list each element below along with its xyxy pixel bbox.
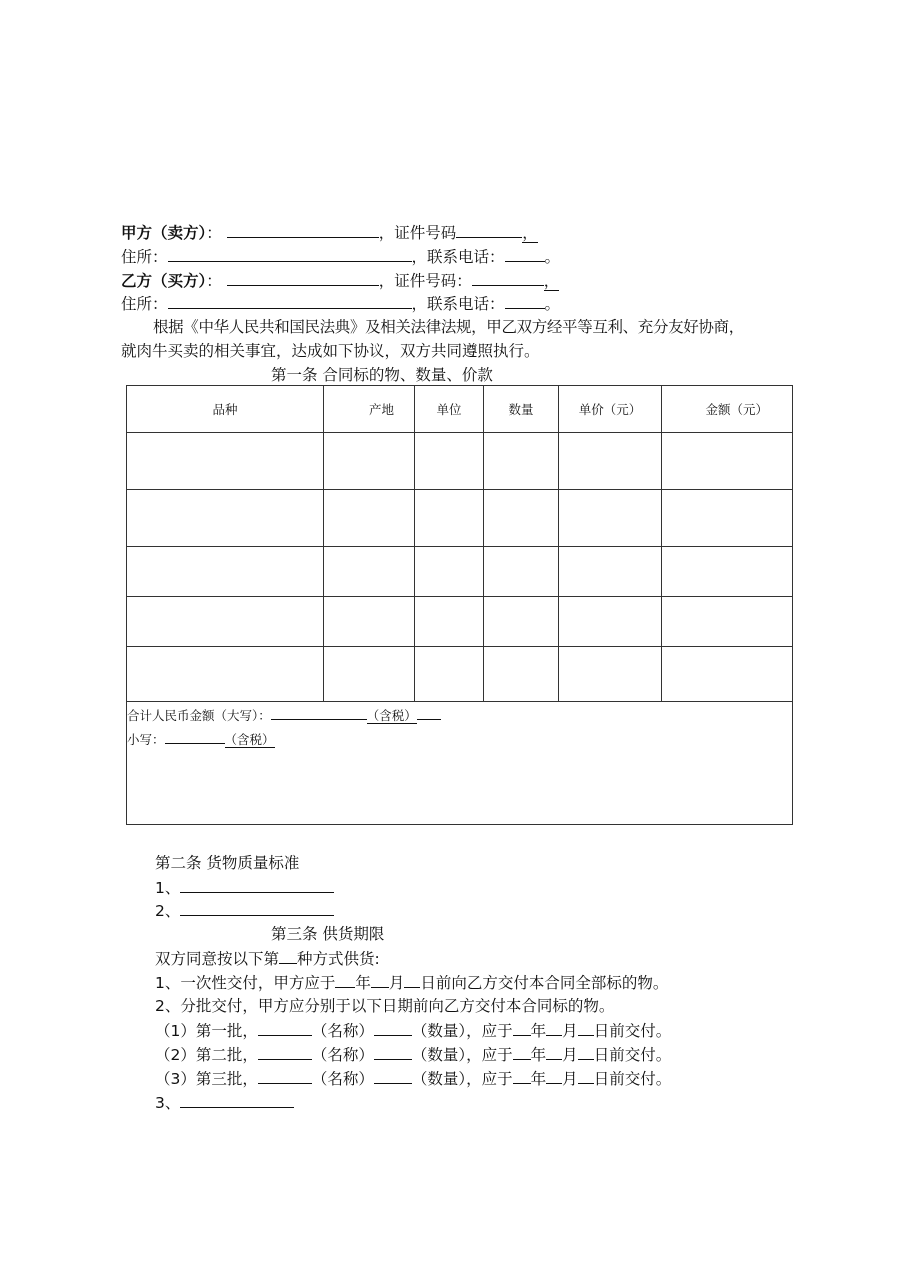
party-a-address-field[interactable] [168, 246, 412, 262]
total-lower-field[interactable] [165, 731, 225, 744]
party-b-end: 。 [544, 295, 561, 313]
batch-2-year-field[interactable] [513, 1044, 531, 1060]
cell-unit-price[interactable] [559, 597, 662, 647]
batch-line-3 [155, 1068, 671, 1089]
article-3-item-3 [155, 1092, 294, 1113]
batch-line-2 [155, 1044, 671, 1065]
article-3-item-3-label: 3、 [155, 1094, 181, 1112]
article-2-item-2 [155, 900, 334, 921]
party-a-address-line [121, 246, 560, 267]
article-3-title: 第三条 供货期限 [271, 925, 385, 943]
cell-amount[interactable] [662, 647, 793, 702]
party-a-id-label: ，证件号码 [378, 224, 457, 242]
batch-1-month: 月 [562, 1022, 578, 1040]
cell-variety[interactable] [127, 647, 324, 702]
party-b-colon: ： [206, 272, 222, 290]
goods-table-header [127, 386, 793, 433]
batch-2-name-field[interactable] [258, 1044, 312, 1060]
batch-1-year: 年 [530, 1022, 547, 1040]
party-a-phone-field[interactable] [505, 246, 545, 262]
party-a-id-field[interactable] [456, 222, 522, 238]
total-row [127, 702, 793, 825]
batch-3-year-field[interactable] [513, 1068, 531, 1084]
goods-table [126, 385, 793, 825]
batch-3-name-label: （名称） [311, 1070, 374, 1088]
article-2-item-1-field[interactable] [180, 877, 334, 893]
total-upper-tail [417, 707, 441, 720]
cell-quantity[interactable] [484, 490, 559, 547]
batch-2-prefix: （2）第二批， [155, 1046, 258, 1064]
batch-2-day-field[interactable] [578, 1044, 594, 1060]
party-a-line [121, 222, 538, 243]
article-2-item-1 [155, 877, 334, 898]
batch-2-qty-field[interactable] [374, 1044, 412, 1060]
party-a-id-tail: ， [522, 224, 538, 242]
cell-unit[interactable] [415, 647, 484, 702]
party-b-phone-field[interactable] [505, 293, 545, 309]
party-a-label: 甲方（卖方） [121, 224, 207, 242]
cell-variety[interactable] [127, 490, 324, 547]
cell-origin[interactable] [324, 597, 415, 647]
batch-1-month-field[interactable] [546, 1020, 562, 1036]
option-1-month: 月 [388, 974, 405, 992]
cell-quantity[interactable] [484, 597, 559, 647]
batch-1-day-field[interactable] [578, 1020, 594, 1036]
cell-quantity[interactable] [484, 547, 559, 597]
batch-1-prefix: （1）第一批， [155, 1022, 258, 1040]
party-a-end: 。 [544, 248, 561, 266]
batch-2-end: 日前交付。 [593, 1046, 672, 1064]
batch-2-name-label: （名称） [311, 1046, 374, 1064]
batch-1-end: 日前交付。 [593, 1022, 672, 1040]
cell-unit-price[interactable] [559, 647, 662, 702]
batch-2-qty-label: （数量），应于 [411, 1046, 513, 1064]
cell-variety[interactable] [127, 597, 324, 647]
table-row [127, 490, 793, 547]
party-b-name-field[interactable] [227, 270, 379, 286]
article-3-intro-a: 双方同意按以下第 [155, 950, 280, 968]
table-row [127, 647, 793, 702]
option-1-day-field[interactable] [404, 972, 420, 988]
header-quantity: 数量 [484, 386, 559, 433]
total-lower-label: 小写： [127, 732, 165, 747]
party-b-label: 乙方（买方） [121, 272, 207, 290]
cell-unit-price[interactable] [559, 490, 662, 547]
batch-1-year-field[interactable] [513, 1020, 531, 1036]
party-a-address-label: 住所： [121, 248, 168, 266]
cell-variety[interactable] [127, 433, 324, 490]
batch-3-name-field[interactable] [258, 1068, 312, 1084]
cell-quantity[interactable] [484, 433, 559, 490]
option-1-year: 年 [355, 974, 371, 992]
option-1-text-a: 1、一次性交付，甲方应于 [155, 974, 336, 992]
total-lower-suffix: （含税） [224, 732, 275, 747]
header-amount: 金额（元） [662, 386, 793, 433]
option-1-year-field[interactable] [335, 972, 355, 988]
batch-3-year: 年 [530, 1070, 547, 1088]
cell-origin[interactable] [324, 433, 415, 490]
party-b-id-label: ，证件号码： [378, 272, 472, 290]
cell-amount[interactable] [662, 433, 793, 490]
party-b-id-field[interactable] [472, 270, 544, 286]
header-origin: 产地 [324, 386, 415, 433]
cell-origin[interactable] [324, 547, 415, 597]
article-2-item-1-label: 1、 [155, 879, 181, 897]
article-3-intro [155, 948, 380, 969]
preamble-line-2: 就肉牛买卖的相关事宜，达成如下协议，双方共同遵照执行。 [121, 342, 540, 360]
party-b-line [121, 270, 559, 291]
cell-unit[interactable] [415, 433, 484, 490]
article-3-option-1 [155, 972, 668, 993]
total-cell [127, 702, 793, 825]
party-a-name-field[interactable] [227, 222, 379, 238]
cell-origin[interactable] [324, 647, 415, 702]
article-2-item-2-label: 2、 [155, 902, 181, 920]
option-1-text-b: 日前向乙方交付本合同全部标的物。 [420, 974, 669, 992]
cell-variety[interactable] [127, 547, 324, 597]
cell-unit[interactable] [415, 547, 484, 597]
total-lower-line [127, 730, 275, 748]
batch-1-qty-field[interactable] [374, 1020, 412, 1036]
article-1-title: 第一条 合同标的物、数量、价款 [271, 366, 493, 384]
batch-1-qty-label: （数量），应于 [411, 1022, 513, 1040]
batch-2-month: 月 [562, 1046, 578, 1064]
batch-3-month: 月 [562, 1070, 578, 1088]
party-b-address-line [121, 293, 560, 314]
party-b-phone-label: ，联系电话： [411, 295, 505, 313]
party-b-address-label: 住所： [121, 295, 168, 313]
cell-unit[interactable] [415, 490, 484, 547]
cell-origin[interactable] [324, 490, 415, 547]
total-upper-label: 合计人民币金额（大写）： [127, 708, 271, 723]
table-row [127, 547, 793, 597]
preamble-line-1: 根据《中华人民共和国民法典》及相关法律法规，甲乙双方经平等互利、充分友好协商， [153, 318, 744, 336]
header-variety: 品种 [127, 386, 324, 433]
batch-3-qty-field[interactable] [374, 1068, 412, 1084]
cell-amount[interactable] [662, 597, 793, 647]
party-b-id-tail: ， [543, 272, 560, 290]
total-upper-line [127, 706, 441, 724]
cell-unit-price[interactable] [559, 547, 662, 597]
batch-2-year: 年 [530, 1046, 547, 1064]
party-b-address-field[interactable] [168, 293, 412, 309]
batch-1-name-label: （名称） [311, 1022, 374, 1040]
header-unit-price: 单价（元） [559, 386, 662, 433]
batch-3-qty-label: （数量），应于 [411, 1070, 513, 1088]
article-2-title: 第二条 货物质量标准 [155, 854, 300, 872]
header-unit: 单位 [415, 386, 484, 433]
batch-3-end: 日前交付。 [593, 1070, 672, 1088]
batch-3-month-field[interactable] [546, 1068, 562, 1084]
table-row [127, 433, 793, 490]
party-a-colon: ： [206, 224, 222, 242]
article-3-item-3-field[interactable] [180, 1092, 294, 1108]
batch-3-prefix: （3）第三批， [155, 1070, 258, 1088]
batch-line-1 [155, 1020, 671, 1041]
cell-amount[interactable] [662, 490, 793, 547]
supply-method-field[interactable] [279, 948, 297, 964]
article-2-item-2-field[interactable] [180, 900, 334, 916]
cell-amount[interactable] [662, 547, 793, 597]
batch-3-day-field[interactable] [578, 1068, 594, 1084]
article-3-option-2: 2、分批交付，甲方应分别于以下日期前向乙方交付本合同标的物。 [155, 997, 615, 1015]
option-1-month-field[interactable] [371, 972, 389, 988]
total-upper-suffix: （含税） [366, 708, 417, 723]
batch-1-name-field[interactable] [258, 1020, 312, 1036]
table-row [127, 597, 793, 647]
cell-unit[interactable] [415, 597, 484, 647]
article-3-intro-b: 种方式供货: [297, 950, 380, 968]
cell-quantity[interactable] [484, 647, 559, 702]
total-upper-field[interactable] [271, 707, 367, 720]
cell-unit-price[interactable] [559, 433, 662, 490]
party-a-phone-label: ，联系电话： [411, 248, 505, 266]
batch-2-month-field[interactable] [546, 1044, 562, 1060]
